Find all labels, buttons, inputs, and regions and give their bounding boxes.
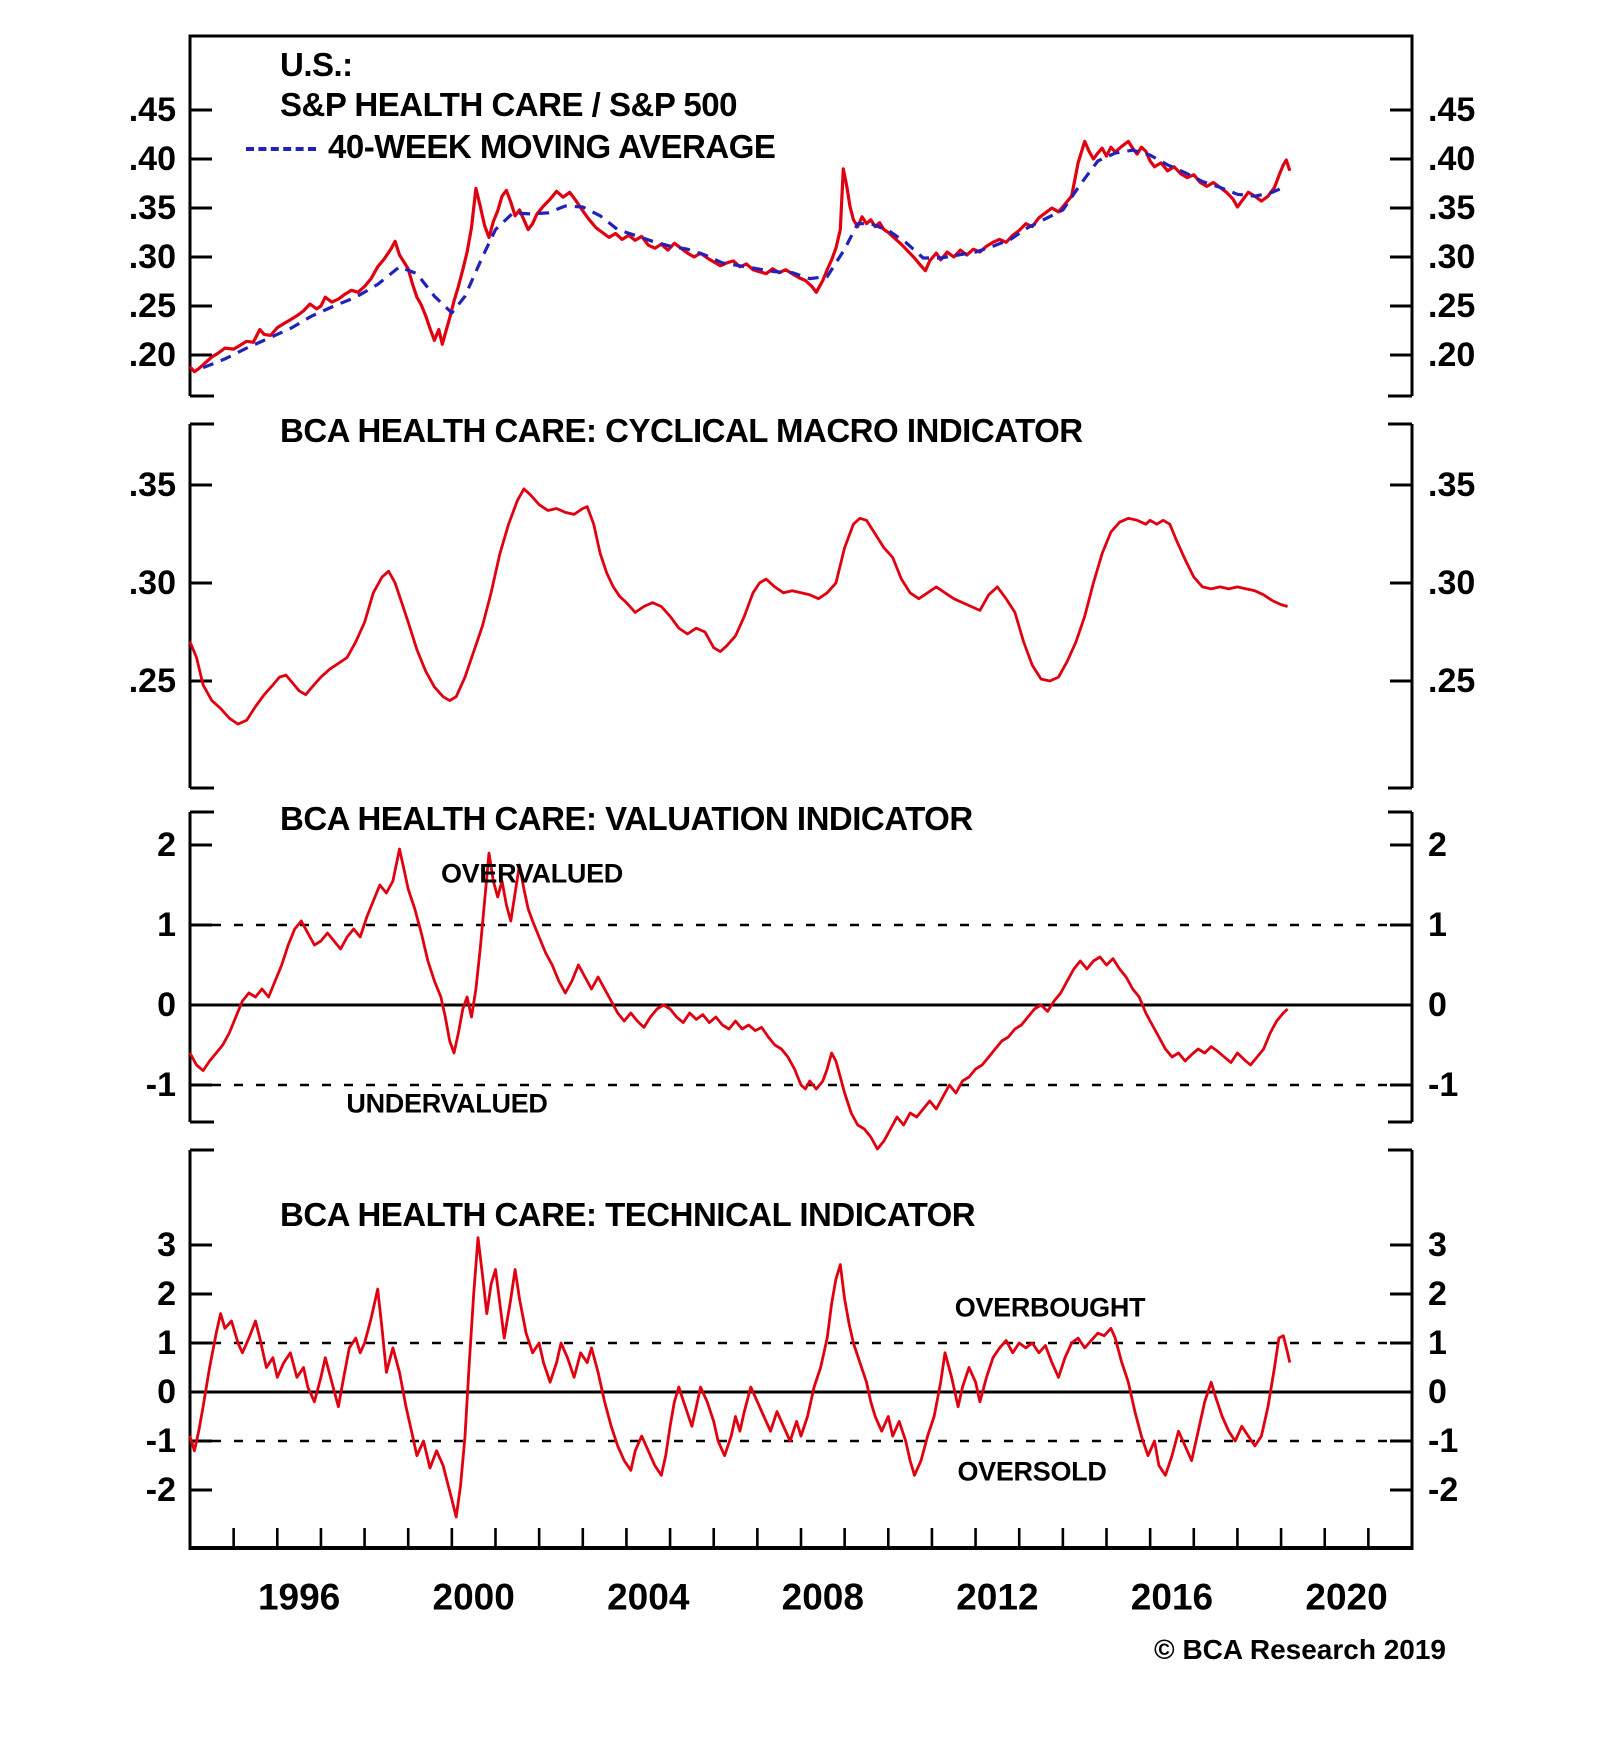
x-year-label: 1996 xyxy=(257,1576,341,1618)
panel2-title: BCA HEALTH CARE: CYCLICAL MACRO INDICATOR xyxy=(280,412,1083,449)
y-tick-label-left: 0 xyxy=(157,1373,176,1411)
y-tick-label-right: .40 xyxy=(1428,140,1476,178)
y-tick-label-right: 2 xyxy=(1428,826,1447,864)
y-tick-label-left: 2 xyxy=(157,826,176,864)
dashed-line-swatch-icon xyxy=(246,147,316,151)
panel4-title: BCA HEALTH CARE: TECHNICAL INDICATOR xyxy=(280,1196,976,1233)
y-tick-label-left: .25 xyxy=(128,662,176,700)
moving-average-legend xyxy=(246,128,775,166)
series-line-technical xyxy=(190,1238,1290,1517)
overvalued-label: OVERVALUED xyxy=(440,858,624,889)
x-year-label: 2000 xyxy=(432,1576,515,1618)
y-tick-label-left: 2 xyxy=(157,1275,176,1313)
overbought-label: OVERBOUGHT xyxy=(954,1292,1146,1323)
y-tick-label-left: .35 xyxy=(128,189,176,227)
y-tick-label-right: -1 xyxy=(1428,1422,1459,1460)
y-tick-label-right: .35 xyxy=(1428,466,1476,504)
x-year-label: 2004 xyxy=(607,1576,690,1618)
undervalued-label: UNDERVALUED xyxy=(346,1088,548,1119)
y-tick-label-left: .35 xyxy=(128,466,176,504)
y-tick-label-left: -2 xyxy=(145,1471,176,1509)
y-tick-label-left: -1 xyxy=(145,1066,176,1104)
panel3-title: BCA HEALTH CARE: VALUATION INDICATOR xyxy=(280,800,973,837)
y-tick-label-right: .25 xyxy=(1428,287,1476,325)
oversold-label: OVERSOLD xyxy=(957,1456,1107,1487)
y-tick-label-right: 2 xyxy=(1428,1275,1447,1313)
y-tick-label-right: .30 xyxy=(1428,564,1476,602)
x-year-label: 2008 xyxy=(781,1576,864,1618)
y-tick-label-left: .30 xyxy=(128,238,176,276)
y-tick-label-right: .25 xyxy=(1428,662,1476,700)
y-tick-label-right: 3 xyxy=(1428,1226,1447,1264)
y-tick-label-right: .45 xyxy=(1428,91,1476,129)
series-line-cyclical xyxy=(190,489,1288,724)
series-line-moving-average xyxy=(203,150,1281,368)
y-tick-label-right: -2 xyxy=(1428,1471,1459,1509)
series-line-ratio xyxy=(190,141,1290,371)
y-tick-label-left: 1 xyxy=(157,1324,176,1362)
y-tick-label-left: .20 xyxy=(128,336,176,374)
panel1-title-line1: U.S.: xyxy=(280,46,353,83)
y-tick-label-right: 1 xyxy=(1428,906,1447,944)
y-tick-label-left: .45 xyxy=(128,91,176,129)
y-tick-label-right: 0 xyxy=(1428,986,1447,1024)
y-tick-label-right: 0 xyxy=(1428,1373,1447,1411)
copyright-notice: © BCA Research 2019 xyxy=(1154,1634,1446,1665)
y-tick-label-right: .30 xyxy=(1428,238,1476,276)
y-tick-label-left: 0 xyxy=(157,986,176,1024)
y-tick-label-left: .40 xyxy=(128,140,176,178)
x-year-label: 2012 xyxy=(956,1576,1039,1618)
x-year-label: 2016 xyxy=(1130,1576,1214,1618)
y-tick-label-left: 1 xyxy=(157,906,176,944)
x-year-label: 2020 xyxy=(1305,1576,1388,1618)
y-tick-label-right: -1 xyxy=(1428,1066,1459,1104)
y-tick-label-right: .35 xyxy=(1428,189,1476,227)
y-tick-label-left: 3 xyxy=(157,1226,176,1264)
y-tick-label-right: .20 xyxy=(1428,336,1476,374)
y-tick-label-left: .25 xyxy=(128,287,176,325)
moving-average-legend-label: 40-WEEK MOVING AVERAGE xyxy=(328,128,776,165)
panel1-title-line2: S&P HEALTH CARE / S&P 500 xyxy=(280,86,737,123)
y-tick-label-left: -1 xyxy=(145,1422,176,1460)
y-tick-label-right: 1 xyxy=(1428,1324,1447,1362)
y-tick-label-left: .30 xyxy=(128,564,176,602)
